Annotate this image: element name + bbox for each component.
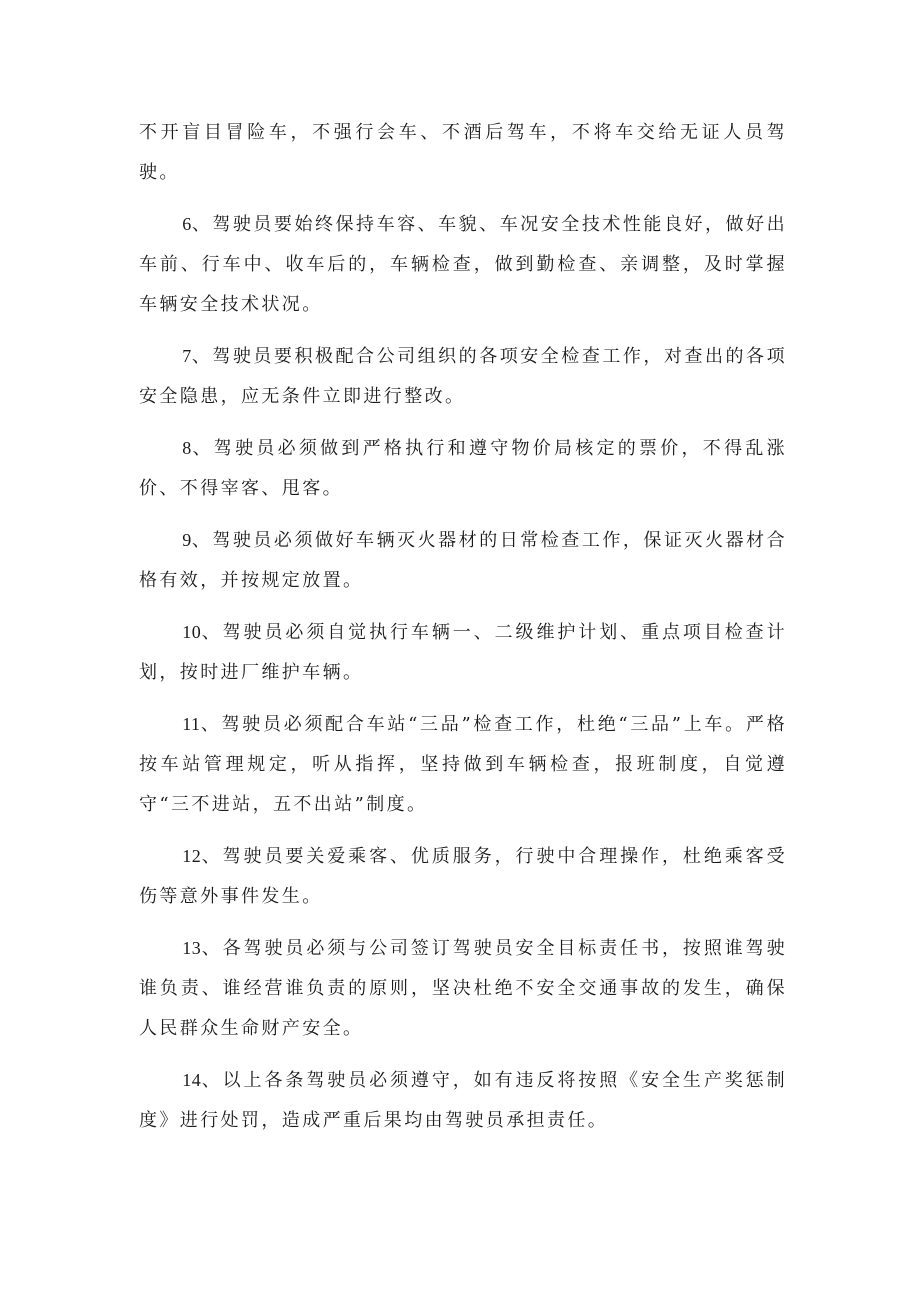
paragraph-text: 、各驾驶员必须与公司签订驾驶员安全目标责任书，按照谁驾驶谁负责、谁经营谁负责的原则，坚决杜绝不安全交通事故的发生，确保人民群众生命财产安全。 <box>139 938 787 1039</box>
paragraph-continued <box>139 112 787 193</box>
rule-item-13 <box>139 928 787 1049</box>
paragraph-text: 、驾驶员必须做好车辆灭火器材的日常检查工作，保证灭火器材合格有效，并按规定放置。 <box>139 530 787 591</box>
rule-item-8 <box>139 428 787 509</box>
paragraph-text: 、驾驶员要积极配合公司组织的各项安全检查工作，对查出的各项安全隐患，应无条件立即进行整改。 <box>139 346 787 407</box>
paragraph-text: 、驾驶员必须配合车站“三品”检查工作，杜绝“三品”上车。严格按车站管理规定，听从指挥，坚持做到车辆检查，报班制度，自觉遵守“三不进站，五不出站”制度。 <box>139 714 787 815</box>
rule-item-12 <box>139 836 787 917</box>
rule-item-6 <box>139 204 787 325</box>
item-number: 8 <box>182 438 192 458</box>
paragraph-text: 、以上各条驾驶员必须遵守，如有违反将按照《安全生产奖惩制度》进行处罚，造成严重后果均由驾驶员承担责任。 <box>139 1070 787 1131</box>
item-number: 6 <box>182 214 192 234</box>
paragraph-text: 、驾驶员必须自觉执行车辆一、二级维护计划、重点项目检查计划，按时进厂维护车辆。 <box>139 622 787 683</box>
paragraph-text: 、驾驶员要始终保持车容、车貌、车况安全技术性能良好，做好出车前、行车中、收车后的，车辆检查，做到勤检查、亲调整，及时掌握车辆安全技术状况。 <box>139 214 787 315</box>
rule-item-14 <box>139 1060 787 1141</box>
item-number: 13 <box>182 938 202 958</box>
item-number: 11 <box>182 714 201 734</box>
paragraph-text: 不开盲目冒险车，不强行会车、不酒后驾车，不将车交给无证人员驾驶。 <box>139 122 787 183</box>
rule-item-11 <box>139 704 787 825</box>
item-number: 7 <box>182 346 192 366</box>
rule-item-10 <box>139 612 787 693</box>
rule-item-9 <box>139 520 787 601</box>
rule-item-7 <box>139 336 787 417</box>
item-number: 9 <box>182 530 192 550</box>
paragraph-text: 、驾驶员要关爱乘客、优质服务，行驶中合理操作，杜绝乘客受伤等意外事件发生。 <box>139 846 787 907</box>
item-number: 10 <box>182 622 202 642</box>
item-number: 14 <box>182 1070 202 1090</box>
document-body <box>139 112 787 1152</box>
item-number: 12 <box>182 846 202 866</box>
paragraph-text: 、驾驶员必须做到严格执行和遵守物价局核定的票价，不得乱涨价、不得宰客、甩客。 <box>139 438 787 499</box>
